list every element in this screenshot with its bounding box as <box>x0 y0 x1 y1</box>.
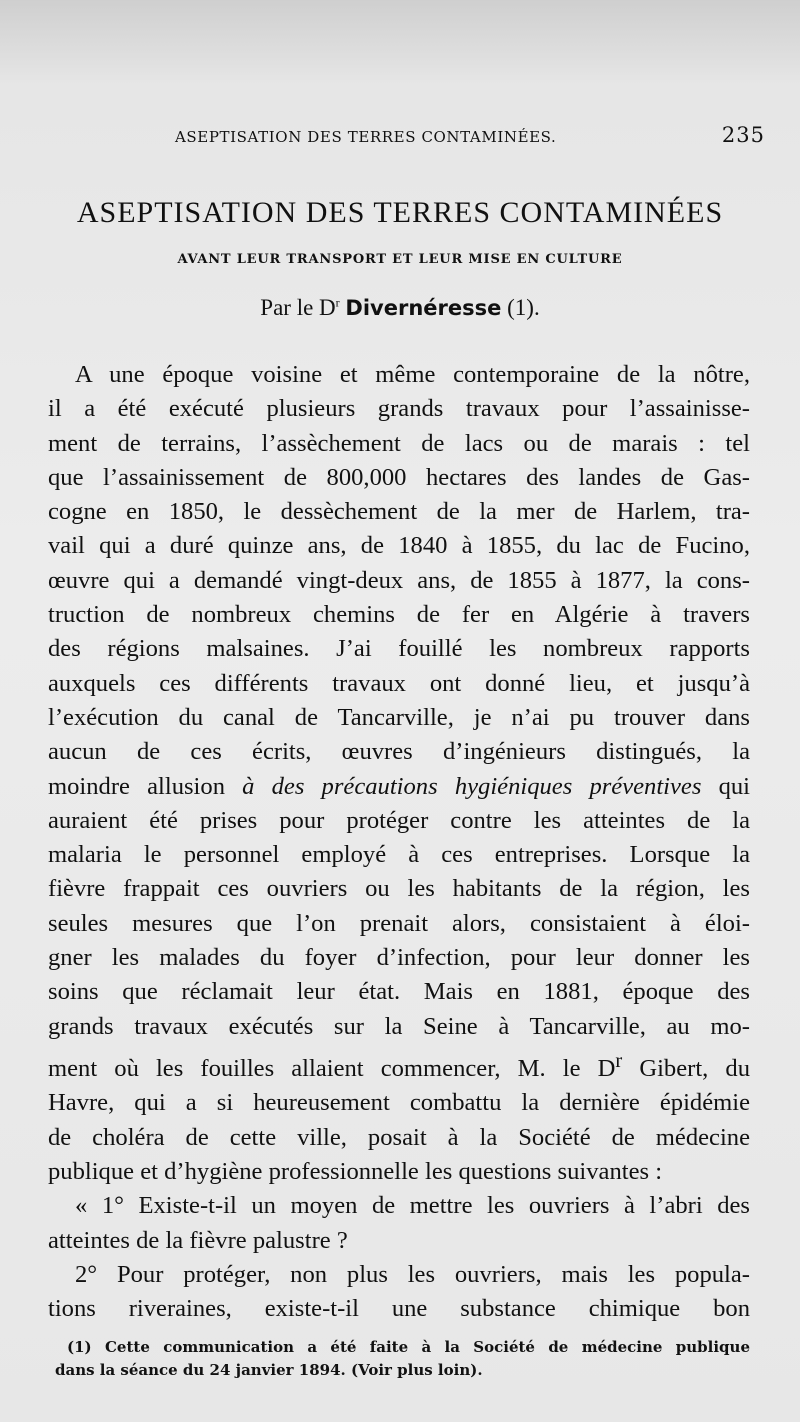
text-line-superscript <box>48 1044 750 1086</box>
article-subtitle: AVANT LEUR TRANSPORT ET LEUR MISE EN CULTURE <box>177 252 623 267</box>
superscript: r <box>615 1049 623 1072</box>
text-line: vail qui a duré quinze ans, de 1840 à 1855, du lac de Fucino, <box>48 532 750 560</box>
footnote <box>55 1336 750 1382</box>
text-line-italic-phrase <box>48 770 750 804</box>
text-fragment: Gibert, du <box>622 1055 750 1083</box>
text-line: A une époque voisine et même contemporaine de la nôtre, <box>75 361 750 388</box>
text-line: 2° Pour protéger, non plus les ouvriers, mais les popula- <box>75 1260 750 1288</box>
byline-sup: r <box>335 295 340 310</box>
text-fragment: ment où les fouilles allaient commencer, M. le D <box>48 1055 616 1083</box>
text-line: de choléra de cette ville, posait à la Société de médecine <box>48 1123 750 1151</box>
text-line: œuvre qui a demandé vingt-deux ans, de 1855 à 1877, la cons- <box>48 566 750 594</box>
text-line: cogne en 1850, le dessèchement de la mer de Harlem, tra- <box>48 498 750 526</box>
text-fragment: qui <box>701 772 751 800</box>
text-fragment: moindre allusion <box>48 772 243 800</box>
text-line: auxquels ces différents travaux ont donné lieu, et jusqu’à <box>48 669 750 697</box>
running-header <box>175 123 765 147</box>
text-line: atteintes de la fièvre palustre ? <box>48 1226 348 1254</box>
text-line: tions riveraines, existe-t-il une substance chimique bon <box>48 1295 750 1323</box>
body-text <box>48 358 750 1327</box>
text-line: il a été exécuté plusieurs grands travaux pour l’assainisse- <box>48 395 750 423</box>
text-line: truction de nombreux chemins de fer en Algérie à travers <box>48 601 750 629</box>
page-number: 235 <box>721 123 765 147</box>
text-line: auraient été prises pour protéger contre les atteintes de la <box>48 806 750 834</box>
text-line: gner les malades du foyer d’infection, pour leur donner les <box>48 944 750 972</box>
text-line: malaria le personnel employé à ces entreprises. Lorsque la <box>48 841 750 869</box>
text-line: grands travaux exécutés sur la Seine à Tancarville, au mo- <box>48 1012 750 1040</box>
footnote-line: dans la séance du 24 janvier 1894. (Voir plus loin). <box>55 1361 483 1379</box>
text-line: « 1° Existe-t-il un moyen de mettre les ouvriers à l’abri des <box>75 1192 750 1220</box>
byline <box>0 295 800 321</box>
article-title: ASEPTISATION DES TERRES CONTAMINÉES <box>76 196 724 229</box>
text-line: des régions malsaines. J’ai fouillé les nombreux rapports <box>48 635 750 663</box>
footnote-reference: (1). <box>507 295 540 320</box>
byline-prefix: Par le D <box>260 295 336 320</box>
text-line: l’exécution du canal de Tancarville, je n’ai pu trouver dans <box>48 703 750 731</box>
running-title: ASEPTISATION DES TERRES CONTAMINÉES. <box>175 128 557 146</box>
italic-phrase: à des précautions hygiéniques préventives <box>242 772 702 800</box>
text-line: Havre, qui a si heureusement combattu la dernière épidémie <box>48 1089 750 1117</box>
text-line: que l’assainissement de 800,000 hectares des landes de Gas- <box>48 463 750 491</box>
text-line: fièvre frappait ces ouvriers ou les habitants de la région, les <box>48 875 750 903</box>
text-line: aucun de ces écrits, œuvres d’ingénieurs distingués, la <box>48 738 750 766</box>
footnote-line: (1) Cette communication a été faite à la Société de médecine publique <box>67 1338 750 1356</box>
text-line: soins que réclamait leur état. Mais en 1881, époque des <box>48 978 750 1006</box>
text-line: ment de terrains, l’assèchement de lacs ou de marais : tel <box>48 429 750 457</box>
text-line: seules mesures que l’on prenait alors, consistaient à éloi- <box>48 909 750 937</box>
author-name: Divernéresse <box>345 296 502 320</box>
text-line: publique et d’hygiène professionnelle les questions suivantes : <box>48 1158 663 1186</box>
